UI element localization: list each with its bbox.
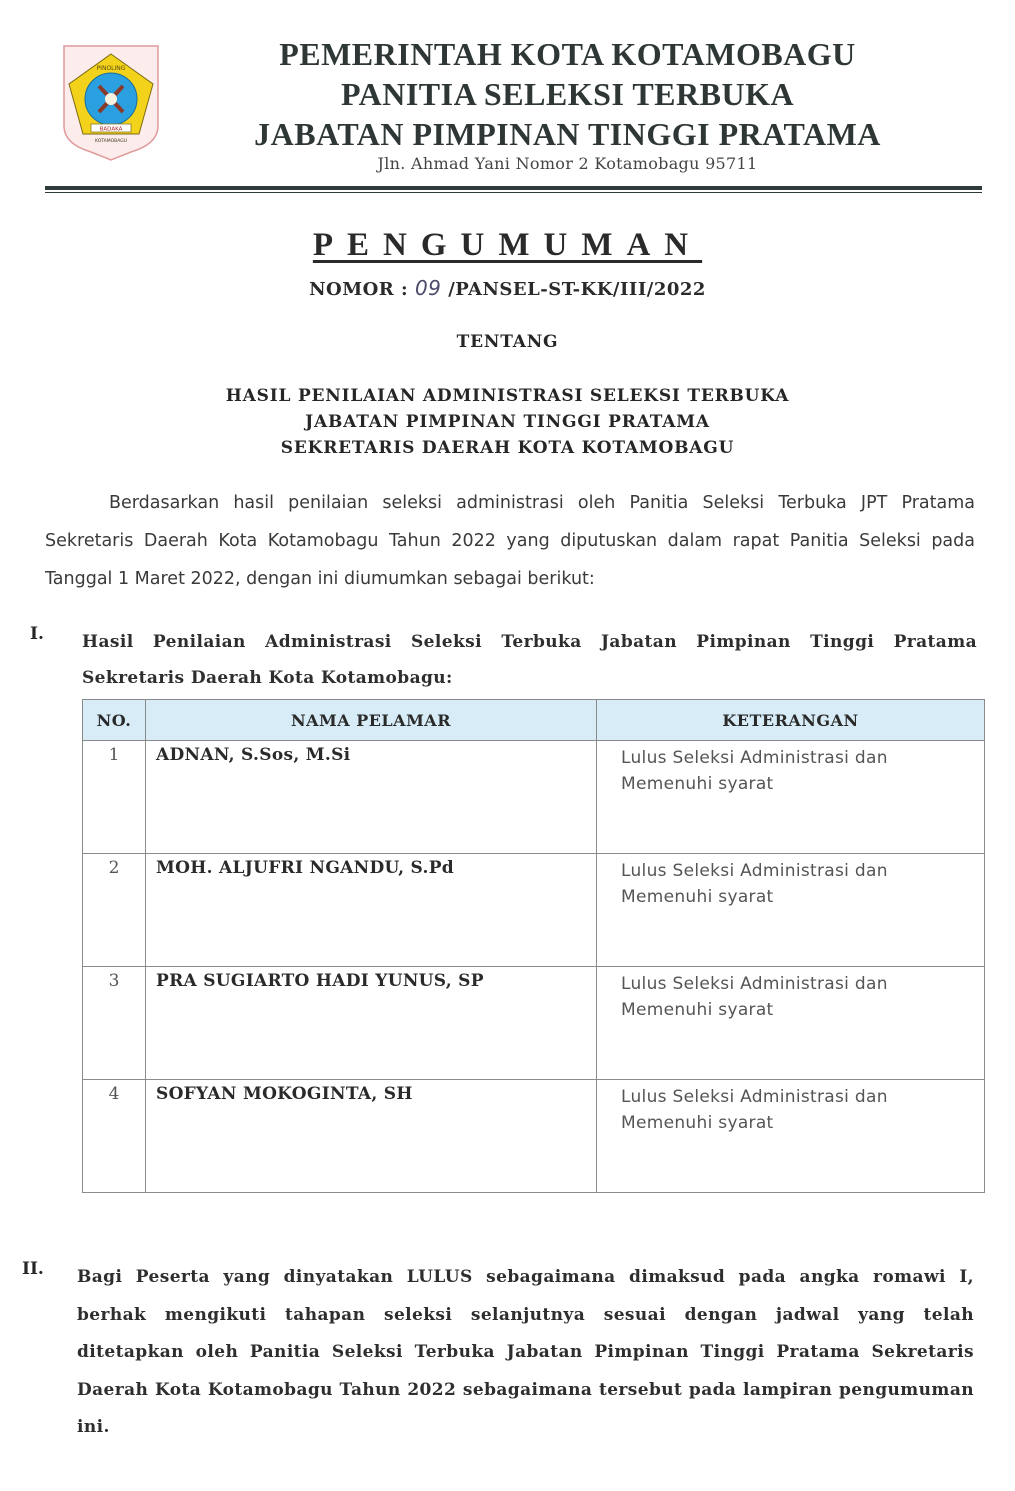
header-name: NAMA PELAMAR [146, 700, 597, 741]
letterhead [170, 34, 965, 173]
letterhead-line-3: JABATAN PIMPINAN TINGGI PRATAMA [254, 116, 881, 152]
section-2-body: Bagi Peserta yang dinyatakan LULUS sebagaimana dimaksud pada angka romawi I, berhak mengikuti tahapan seleksi selanjutnya sesuai dengan jadwal yang telah ditetapkan oleh Panitia Seleksi Terbuka Jabatan Pimpinan Tinggi Pratama Sekretaris Daerah Kota Kotamobagu Tahun 2022 sebagaimana tersebut pada lampiran pengumuman ini. [77, 1267, 974, 1437]
letterhead-divider-thin [45, 192, 982, 193]
document-number-prefix: NOMOR : [309, 279, 409, 300]
letterhead-address: Jln. Ahmad Yani Nomor 2 Kotamobagu 95711 [377, 154, 758, 173]
letterhead-line-2: PANITIA SELEKSI TERBUKA [340, 76, 795, 112]
crest-top-text: PINOLING [96, 65, 126, 72]
subject-line-2: JABATAN PIMPINAN TINGGI PRATAMA [305, 412, 710, 432]
applicant-status: Lulus Seleksi Administrasi dan Memenuhi syarat [597, 1080, 985, 1193]
section-1-number: I. [30, 624, 44, 644]
section-1-heading: Hasil Penilaian Administrasi Seleksi Terbuka Jabatan Pimpinan Tinggi Pratama Sekretaris Daerah Kota Kotamobagu: [82, 632, 977, 688]
row-number: 3 [83, 967, 146, 1080]
applicant-status: Lulus Seleksi Administrasi dan Memenuhi syarat [597, 967, 985, 1080]
applicant-name: ADNAN, S.Sos, M.Si [146, 741, 597, 854]
document-number-suffix: /PANSEL-ST-KK/III/2022 [448, 279, 706, 300]
letterhead-line-1: PEMERINTAH KOTA KOTAMOBAGU [279, 36, 856, 72]
row-number: 2 [83, 854, 146, 967]
table-row [83, 854, 985, 967]
subject-line-3: SEKRETARIS DAERAH KOTA KOTAMOBAGU [280, 438, 735, 458]
subject-block [0, 383, 1015, 461]
tentang-label: TENTANG [456, 332, 559, 352]
applicant-status: Lulus Seleksi Administrasi dan Memenuhi syarat [597, 854, 985, 967]
row-number: 1 [83, 741, 146, 854]
results-table [82, 699, 985, 1193]
header-status: KETERANGAN [597, 700, 985, 741]
crest-bottom-text: KOTAMOBAGU [94, 139, 128, 144]
applicant-name: SOFYAN MOKOGINTA, SH [146, 1080, 597, 1193]
table-row [83, 1080, 985, 1193]
header-no: NO. [83, 700, 146, 741]
city-crest-logo [61, 44, 161, 162]
subject-line-1: HASIL PENILAIAN ADMINISTRASI SELEKSI TERBUKA [225, 386, 790, 406]
letterhead-divider-thick [45, 186, 982, 190]
applicant-status: Lulus Seleksi Administrasi dan Memenuhi syarat [597, 741, 985, 854]
section-2-number: II. [22, 1259, 44, 1279]
document-number [0, 276, 1015, 300]
row-number: 4 [83, 1080, 146, 1193]
applicant-name: PRA SUGIARTO HADI YUNUS, SP [146, 967, 597, 1080]
table-row [83, 741, 985, 854]
table-header-row [83, 700, 985, 741]
crest-ribbon-text: BADAKA [99, 126, 123, 133]
intro-paragraph: Berdasarkan hasil penilaian seleksi administrasi oleh Panitia Seleksi Terbuka JPT Pratama Sekretaris Daerah Kota Kotamobagu Tahun 2022 yang diputuskan dalam rapat Panitia Seleksi pada Tanggal 1 Maret 2022, dengan ini diumumkan sebagai berikut: [45, 493, 975, 589]
document-number-handwritten: 09 [414, 276, 442, 300]
applicant-name: MOH. ALJUFRI NGANDU, S.Pd [146, 854, 597, 967]
table-row [83, 967, 985, 1080]
document-title: PENGUMUMAN [312, 227, 703, 263]
